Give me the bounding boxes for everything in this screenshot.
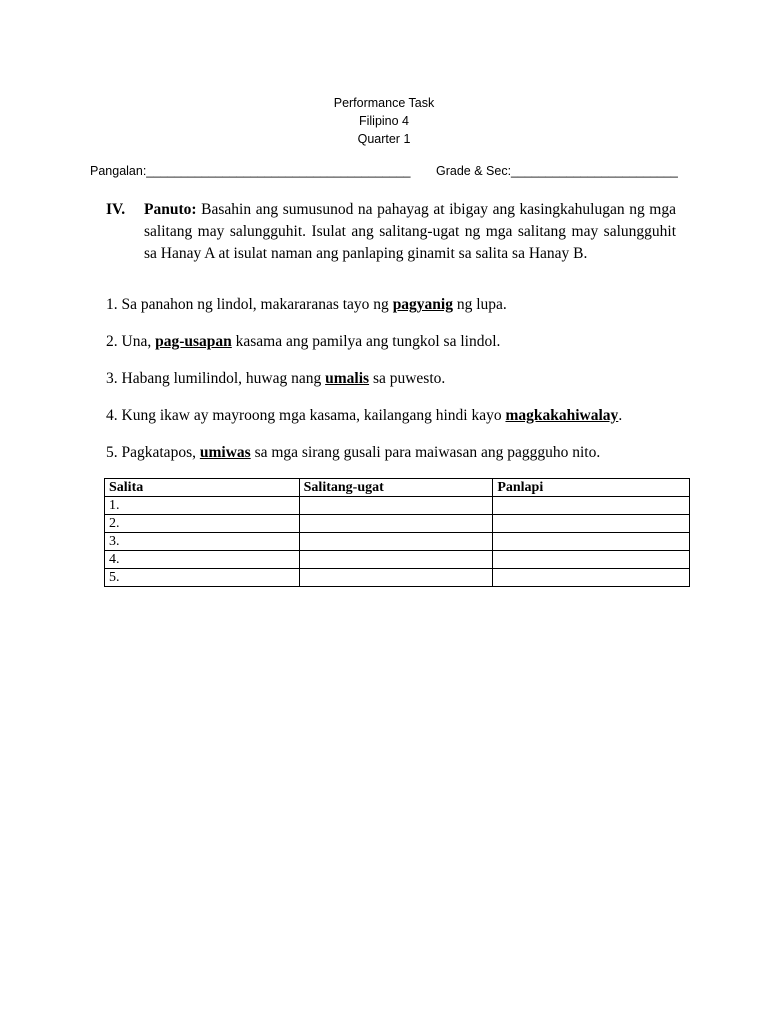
answer-cell — [299, 569, 493, 587]
sentence-list — [106, 294, 696, 479]
instructions-text — [144, 199, 676, 265]
table-row — [105, 497, 690, 515]
grade-section-field: Grade & Sec:________________________ — [436, 164, 678, 178]
answer-cell — [299, 533, 493, 551]
sentence-text: sa mga sirang gusali para maiwasan ang paggguho nito. — [250, 444, 601, 461]
answer-cell — [299, 515, 493, 533]
row-number: 5. — [105, 569, 300, 587]
list-item — [106, 442, 696, 479]
instructions-body: Basahin ang sumusunod na pahayag at ibigay ang kasingkahulugan ng mga salitang may salungguhit. Isulat ang salitang-ugat ng mga salitang may salungguhit sa Hanay A at isulat naman ang panlaping ginamit sa salita sa Hanay B. — [144, 201, 676, 262]
sentence-text: ng lupa. — [453, 296, 507, 313]
document-header — [0, 94, 768, 148]
underlined-word: umiwas — [199, 444, 251, 461]
table-row — [105, 533, 690, 551]
answer-cell — [493, 515, 690, 533]
column-header-panlapi: Panlapi — [493, 479, 690, 497]
row-number: 3. — [105, 533, 300, 551]
table-row — [105, 569, 690, 587]
underlined-word: pagyanig — [392, 296, 453, 313]
answer-cell — [493, 497, 690, 515]
document-title: Performance Task — [333, 96, 435, 110]
list-item — [106, 368, 696, 405]
answer-cell — [493, 551, 690, 569]
name-field: Pangalan:______________________________________ — [90, 164, 411, 178]
list-item — [106, 294, 696, 331]
column-header-salitang-ugat: Salitang-ugat — [299, 479, 493, 497]
sentence-text: . — [618, 407, 623, 424]
row-number: 2. — [105, 515, 300, 533]
sentence-text: kasama ang pamilya ang tungkol sa lindol. — [231, 333, 501, 350]
column-header-salita: Salita — [105, 479, 300, 497]
section-number: IV. — [106, 201, 126, 218]
sentence-text: 3. Habang lumilindol, huwag nang — [106, 370, 326, 387]
answer-cell — [299, 497, 493, 515]
instructions-label: Panuto: — [144, 201, 197, 218]
table-header-row — [105, 479, 690, 497]
answer-table — [104, 478, 690, 587]
underlined-word: pag-usapan — [155, 333, 232, 350]
sentence-text: 4. Kung ikaw ay mayroong mga kasama, kailangang hindi kayo — [106, 407, 506, 424]
list-item — [106, 405, 696, 442]
underlined-word: magkakahiwalay — [505, 407, 619, 424]
sentence-text: 1. Sa panahon ng lindol, makararanas tayo ng — [106, 296, 393, 313]
quarter-label: Quarter 1 — [357, 132, 411, 146]
list-item — [106, 331, 696, 368]
sentence-text: 2. Una, — [106, 333, 156, 350]
answer-cell — [493, 569, 690, 587]
answer-cell — [299, 551, 493, 569]
instructions-block — [106, 199, 676, 265]
sentence-text: sa puwesto. — [369, 370, 446, 387]
table-row — [105, 551, 690, 569]
sentence-text: 5. Pagkatapos, — [106, 444, 200, 461]
row-number: 4. — [105, 551, 300, 569]
table-row — [105, 515, 690, 533]
answer-cell — [493, 533, 690, 551]
row-number: 1. — [105, 497, 300, 515]
subject-label: Filipino 4 — [358, 114, 410, 128]
underlined-word: umalis — [325, 370, 370, 387]
